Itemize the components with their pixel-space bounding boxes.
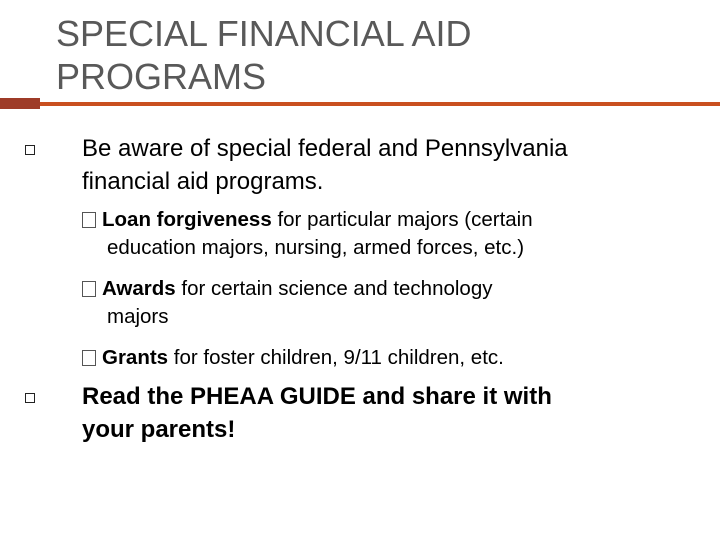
bullet-box-icon — [25, 393, 35, 403]
subbullet-box-icon — [82, 281, 96, 297]
bullet-box-icon — [25, 145, 35, 155]
bullet-text — [82, 132, 692, 198]
subbullet — [82, 275, 682, 331]
subbullet — [82, 344, 682, 372]
bullet-line: Read the PHEAA GUIDE and share it with — [82, 383, 552, 410]
title-line-2: PROGRAMS — [56, 56, 267, 97]
title-line-1: SPECIAL FINANCIAL AID — [56, 13, 472, 54]
subbullet — [82, 206, 682, 262]
subbullet-bold: Grants — [102, 346, 169, 369]
subbullet-box-icon — [82, 212, 96, 228]
slide-title — [56, 12, 696, 98]
subbullet-text: education majors, nursing, armed forces, etc.) — [107, 236, 525, 259]
bullet-line: financial aid programs. — [82, 168, 324, 195]
subbullet-text: for foster children, 9/11 children, etc. — [168, 346, 504, 369]
title-rule — [40, 102, 720, 106]
subbullet-text: for certain science and technology — [175, 277, 493, 300]
subbullet-bold: Loan forgiveness — [102, 208, 272, 231]
subbullet-text: for particular majors (certain — [271, 208, 533, 231]
bullet-text — [82, 380, 692, 446]
subbullet-bold: Awards — [102, 277, 176, 300]
bullet-line: Be aware of special federal and Pennsylvania — [82, 135, 568, 162]
subbullet-box-icon — [82, 350, 96, 366]
subbullet-text: majors — [107, 305, 169, 328]
title-rule-accent — [0, 98, 40, 109]
bullet-line: your parents! — [82, 416, 236, 443]
